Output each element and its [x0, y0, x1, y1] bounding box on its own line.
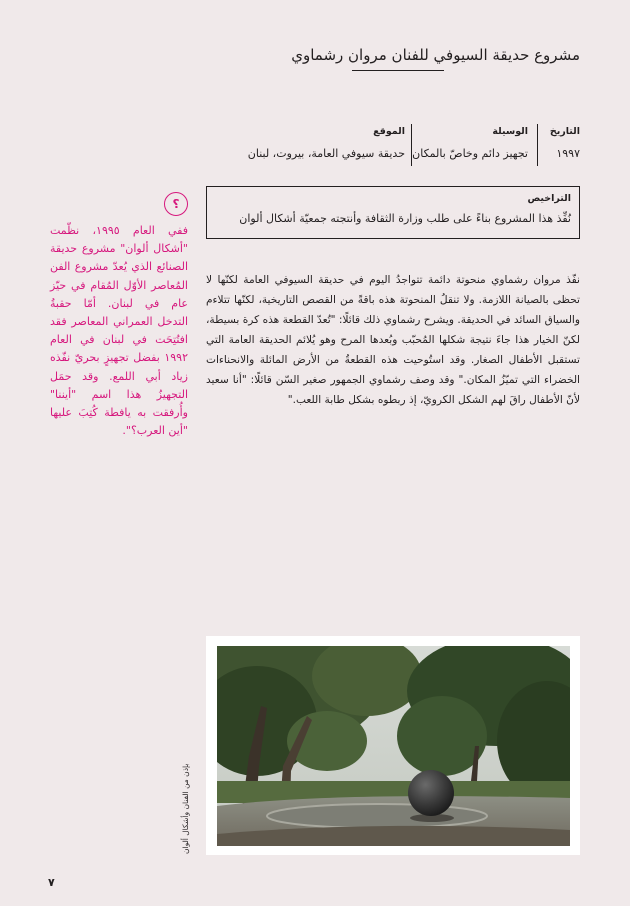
meta-divider [537, 124, 538, 166]
page-title: مشروع حديقة السيوفي للفنان مروان رشماوي [291, 46, 580, 64]
medium-value: تجهيز دائم وخاصّ بالمكان [412, 147, 528, 160]
meta-medium [412, 126, 528, 160]
body-paragraph: نفّذ مروان رشماوي منحوتة دائمة تتواجدُ اليوم في حديقة السيوفي العامة لكنّها لا تحظى بالصيانة اللازمة. ولا تنقلُ المنحوتة هذه باقةً من القصص التاريخية، لكنّها تتلاءم والسياق السائد في الحديقة. ويشرح رشماوي ذلك قائلًا: "تُعدّ القطعة هذه كرة بسيطة، لكنّ الخيار هذا جاءَ نتيجة شكلها المُحبّب وبُعدها المرح وهو يُلائم الحديقة العامة التي تستقبل الأطفال الصغار. وقد استُوحيت هذه القطعةُ من الأرض المائلة والانحناءات الخضراء التي تميّزُ المكان." وقد وصف رشماوي الجمهور صغير السّن قائلًا: "أنا سعيد لأنّ الأطفال راقَ لهم الشكل الكرويّ، إذ ربطوه بشكل طابة اللعب." [206, 274, 580, 406]
sculpture-photo-graphic [217, 646, 570, 846]
sculpture-photo [217, 646, 570, 846]
question-mark-icon: ؟ [164, 192, 188, 216]
medium-label: الوسيلة [492, 126, 528, 137]
meta-divider [411, 124, 412, 166]
date-label: التاريخ [549, 126, 580, 137]
licences-label: التراخيص [527, 193, 571, 204]
location-value: حديقة سيوفي العامة، بيروت، لبنان [247, 147, 405, 160]
page-number: ٧ [48, 876, 55, 889]
meta-location [248, 126, 405, 160]
date-value: ١٩٩٧ [556, 147, 580, 160]
title-underline [352, 70, 444, 71]
side-note: ففي العام ١٩٩٥، نظّمت "أشكال ألوان" مشروع حديقة الصنائع الذي يُعدّ مشروع الفن المُعاصر الأوّل المُقام في حيّز عام في لبنان. أمّا حقبةُ التدخل العمراني المعاصر فقد افتُتِحَت في لبنان في العام ١٩٩٢ بفضل تجهيزٍ بحريّ نفّذه زياد أبي اللمع. وقد حمَل التجهيزُ هذا اسم "أيننا" وأُرفقت به يافطة كُتِبَ عليها "أين العرب؟". [50, 224, 188, 438]
licences-box [206, 186, 580, 239]
licences-value: نُفِّذ هذا المشروع بناءً على طلب وزارة الثقافة وأنتجته جمعيّة أشكال ألوان [239, 212, 571, 225]
meta-date [550, 126, 580, 160]
location-label: الموقع [373, 126, 405, 137]
photo-caption: بإذن من الفنان وأشكال ألوان [181, 763, 190, 854]
